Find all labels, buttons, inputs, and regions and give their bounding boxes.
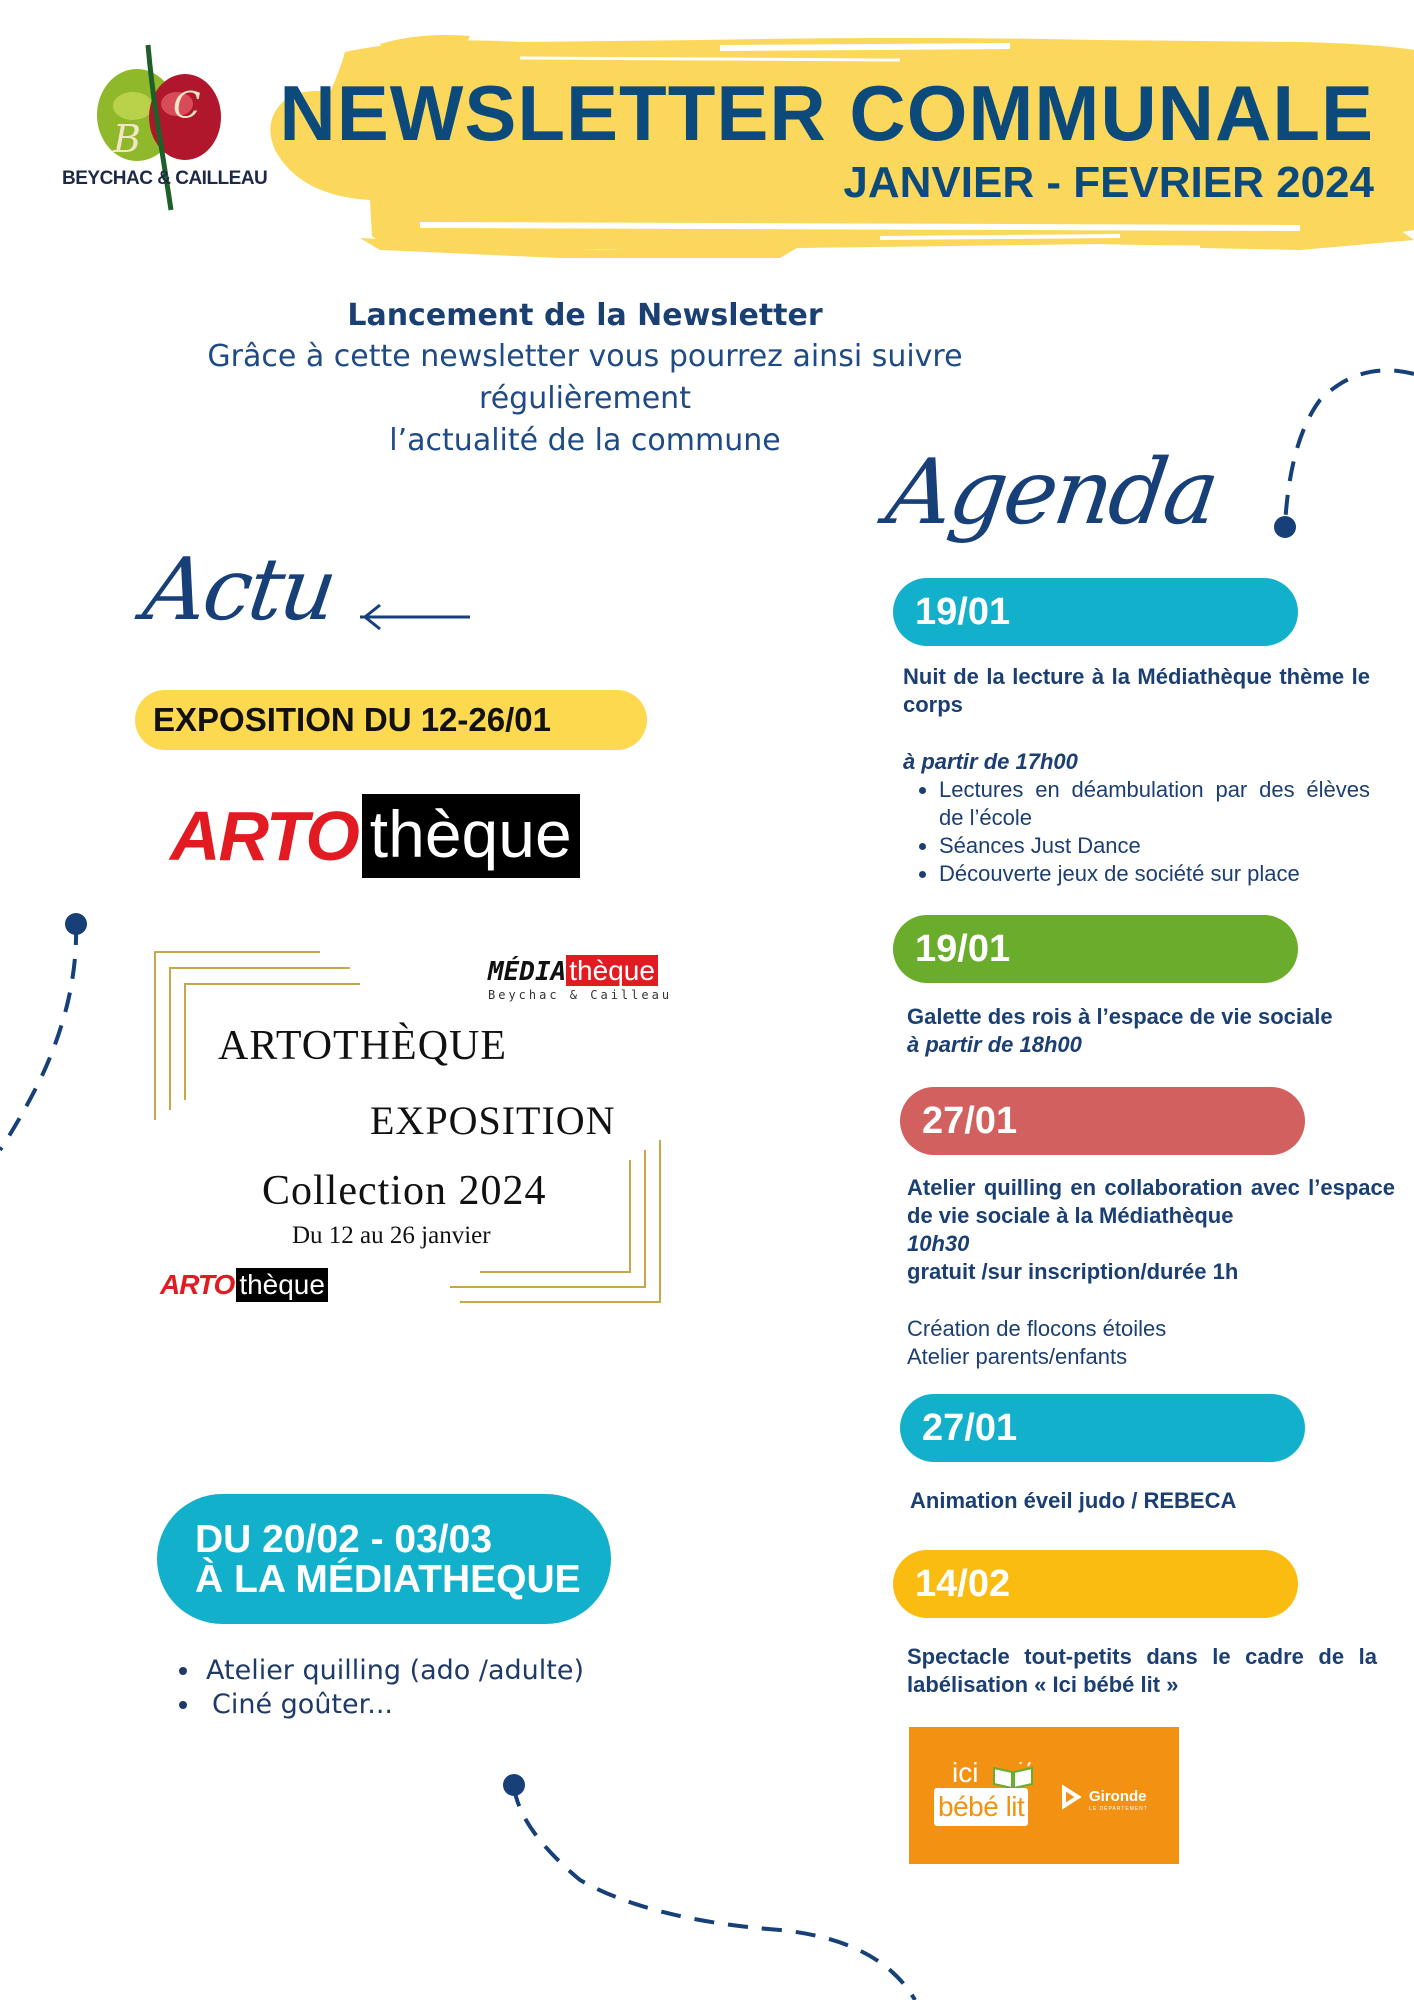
logo-name: BEYCHAC & CAILLEAU (62, 168, 268, 189)
mediatheque-logo-media: MÉDIA (488, 957, 567, 987)
list-item: • Ciné goûter... (202, 1688, 584, 1722)
event-title: Animation éveil judo / REBECA (910, 1488, 1237, 1513)
ici-bebe-lit-ici: ici (952, 1757, 979, 1788)
event-note: Création de flocons étoiles (907, 1316, 1167, 1341)
poster-dates: Du 12 au 26 janvier (292, 1222, 491, 1249)
agenda-heading: Agenda (880, 440, 1223, 545)
agenda-event-3 (907, 1174, 1395, 1371)
agenda-event-5 (907, 1643, 1377, 1699)
mediatheque-logo-theque: thèque (566, 955, 658, 986)
artotheque-logo-black: thèque (362, 794, 580, 878)
artotheque-logo-small-black: thèque (236, 1268, 328, 1302)
exposition-label: EXPOSITION DU 12-26/01 (135, 690, 647, 750)
mediatheque-event-dates: DU 20/02 - 03/03 (195, 1518, 493, 1561)
event-time: 10h30 (907, 1231, 970, 1256)
newsletter-title: NEWSLETTER COMMUNALE (279, 69, 1374, 157)
event-title: Galette des rois à l’espace de vie sociale (907, 1004, 1333, 1029)
artotheque-logo (170, 793, 580, 879)
poster-exposition: EXPOSITION (370, 1098, 616, 1143)
event-time: à partir de 17h00 (903, 749, 1078, 774)
event-time: à partir de 18h00 (907, 1032, 1082, 1057)
agenda-date-4: 27/01 (900, 1394, 1305, 1462)
agenda-date-1: 19/01 (893, 578, 1298, 646)
gironde-icon (1060, 1784, 1084, 1810)
svg-text:B: B (113, 117, 141, 161)
mediatheque-event-banner (157, 1494, 611, 1624)
arrow-left-icon (365, 605, 468, 629)
intro-line-1: Grâce à cette newsletter vous pourrez ainsi suivre régulièrement (207, 339, 963, 416)
mediatheque-event-list (170, 1654, 584, 1722)
event-title: Atelier quilling en collaboration avec l’espace de vie sociale à la Médiathèque (907, 1175, 1395, 1228)
book-icon (992, 1762, 1034, 1790)
list-item: • Atelier quilling (ado /adulte) (202, 1654, 584, 1688)
mediatheque-logo-subtitle: Beychac & Cailleau (488, 988, 673, 1002)
mediatheque-logo (488, 955, 658, 987)
list-item: • Lectures en déambulation par des élèves de l’école (939, 776, 1370, 832)
agenda-event-2 (907, 1003, 1377, 1059)
event-bullets (903, 776, 1370, 888)
event-title: Spectacle tout-petits dans le cadre de la labélisation « Ici bébé lit » (907, 1644, 1377, 1697)
agenda-date-5: 14/02 (893, 1550, 1298, 1618)
intro-title: Lancement de la Newsletter (347, 298, 823, 333)
ici-bebe-lit-text: bébé lit (934, 1788, 1028, 1826)
event-note: Atelier parents/enfants (907, 1344, 1128, 1369)
list-item: • Séances Just Dance (939, 832, 1370, 860)
agenda-date-2: 19/01 (893, 915, 1298, 983)
svg-text:C: C (173, 86, 201, 127)
poster-collection: Collection 2024 (262, 1168, 547, 1214)
event-title: Nuit de la lecture à la Médiathèque thème le corps (903, 664, 1370, 717)
artotheque-logo-small (160, 1268, 328, 1302)
actu-heading: Actu (137, 540, 341, 640)
poster-artotheque: ARTOTHÈQUE (218, 1023, 508, 1069)
event-info: gratuit /sur inscription/durée 1h (907, 1259, 1239, 1284)
artotheque-logo-red: ARTO (170, 797, 358, 875)
agenda-event-4 (910, 1487, 1370, 1515)
list-item: • Découverte jeux de société sur place (939, 860, 1370, 888)
newsletter-period: JANVIER - FEVRIER 2024 (843, 158, 1374, 207)
intro-line-2: l’actualité de la commune (389, 423, 781, 458)
agenda-event-1 (903, 663, 1370, 888)
gironde-label: Gironde (1089, 1788, 1147, 1805)
agenda-date-3: 27/01 (900, 1087, 1305, 1155)
mediatheque-event-place: À LA MÉDIATHEQUE (195, 1558, 581, 1601)
artotheque-logo-small-red: ARTO (160, 1269, 235, 1300)
gironde-sublabel: LE DÉPARTEMENT (1089, 1806, 1148, 1812)
